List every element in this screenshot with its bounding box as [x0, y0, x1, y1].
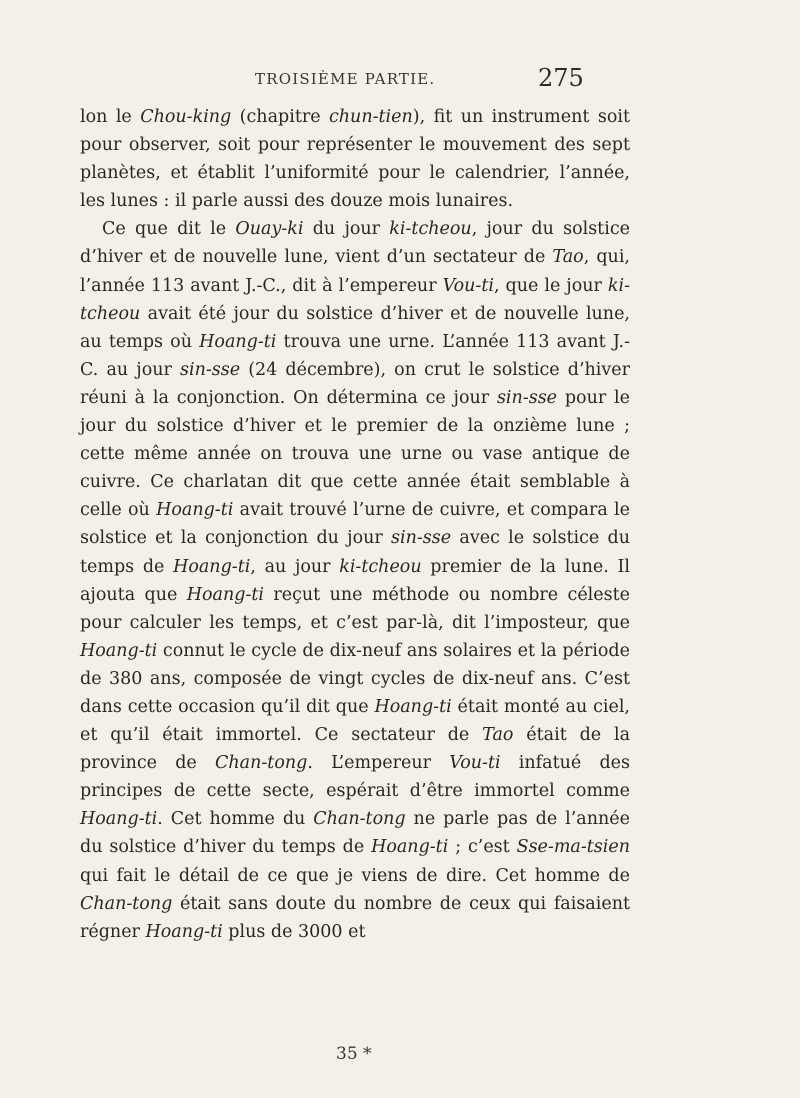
text-run: . L’empereur [307, 753, 450, 774]
text-run: était sans doute du nombre de ceux qui faisaient régner [80, 893, 630, 942]
page-number: 275 [538, 64, 584, 92]
italic-term: Sse-ma-tsien [516, 837, 630, 858]
text-run: ne parle pas de l’année du solstice d’hiver du temps de [80, 809, 630, 858]
running-title: TROISIÈME PARTIE. [255, 70, 436, 88]
italic-term: Vou-ti [442, 275, 494, 296]
text-run: premier de la lune. Il ajouta que [80, 556, 630, 605]
italic-term: Hoang-ti [145, 921, 223, 942]
text-run: était monté au ciel, et qu’il était immortel. Ce sectateur de [80, 696, 630, 746]
text-run: du jour [303, 219, 390, 240]
text-run: , que le jour [493, 275, 608, 296]
text-run: Ce que dit le [102, 219, 236, 240]
text-run: (chapitre [231, 107, 329, 127]
italic-term: Hoang-ti [186, 584, 264, 605]
text-run: infatué des principes de cette secte, espérait d’être immortel comme [80, 753, 631, 802]
text-run: était de la province de [80, 725, 631, 774]
text-run: , jour du solstice d’hiver et de nouvelle lune, vient d’un sectateur de [80, 219, 630, 268]
body-text [80, 103, 630, 946]
text-run: ), fit un instrument soit pour observer, soit pour représenter le mouvement des sept planètes, et établit l’uniformité pour le calendrier, l’année, les lunes : il parle aussi des douze mois lunaires. [80, 107, 630, 212]
text-run: trouva une urne. L’année 113 avant J.-C. au jour [80, 331, 630, 380]
italic-term: Ouay-ki [235, 219, 304, 240]
italic-term: Hoang-ti [374, 696, 452, 717]
italic-term: Vou-ti [449, 753, 501, 774]
italic-term: Hoang-ti [173, 556, 251, 577]
italic-term: sin-sse [180, 359, 241, 380]
italic-term: Hoang-ti [80, 809, 158, 830]
italic-term: sin-sse [496, 387, 558, 408]
text-run: (24 décembre), on crut le solstice d’hiver réuni à la conjonction. On détermina ce jour [80, 359, 630, 408]
italic-term: Tao [552, 247, 584, 268]
italic-term: Chan-tong [215, 753, 308, 774]
italic-term: Hoang-ti [80, 640, 158, 661]
italic-term: sin-sse [391, 528, 452, 549]
italic-term: Hoang-ti [199, 331, 277, 352]
italic-term: ki-tcheou [339, 556, 422, 577]
paragraph-1 [80, 103, 630, 215]
text-run: , qui, l’année 113 avant J.-C., dit à l’empereur [80, 247, 630, 296]
text-run: , au jour [250, 556, 340, 577]
italic-term: ki-tcheou [389, 219, 472, 240]
italic-term: Chan-tong [313, 809, 406, 830]
text-run: . Cet homme du [157, 809, 314, 830]
text-run: pour le jour du solstice d’hiver et le premier de la onzième lune ; cette même année on trouva une urne ou vase antique de cuivre. Ce charlatan dit que cette année était semblable à celle où [80, 387, 630, 521]
text-run: connut le cycle de dix-neuf ans solaires et la période de 380 ans, composée de vingt cycles de dix-neuf ans. C’est dans cette occasion qu’il dit que [80, 640, 630, 717]
text-run: lon le [80, 107, 141, 127]
text-run: reçut une méthode ou nombre céleste pour calculer les temps, et c’est par-là, dit l’imposteur, que [80, 584, 631, 633]
text-run: qui fait le détail de ce que je viens de dire. Cet homme de [80, 865, 630, 886]
italic-term: ki-tcheou [80, 275, 631, 324]
paragraph-2 [80, 215, 630, 945]
text-run: avait été jour du solstice d’hiver et de nouvelle lune, au temps où [80, 303, 630, 352]
text-run: avait trouvé l’urne de cuivre, et compara le solstice et la conjonction du jour [80, 500, 630, 549]
text-run: ; c’est [448, 837, 517, 858]
italic-term: Chan-tong [80, 893, 173, 914]
italic-term: Hoang-ti [156, 500, 234, 521]
printer-signature-mark: 35 * [336, 1044, 372, 1064]
italic-term: Chou-king [140, 107, 232, 127]
text-run: avec le solstice du temps de [80, 528, 630, 577]
italic-term: chun-tien [328, 107, 413, 127]
italic-term: Hoang-ti [371, 837, 449, 858]
italic-term: Tao [482, 725, 514, 746]
text-run: plus de 3000 et [222, 921, 366, 942]
